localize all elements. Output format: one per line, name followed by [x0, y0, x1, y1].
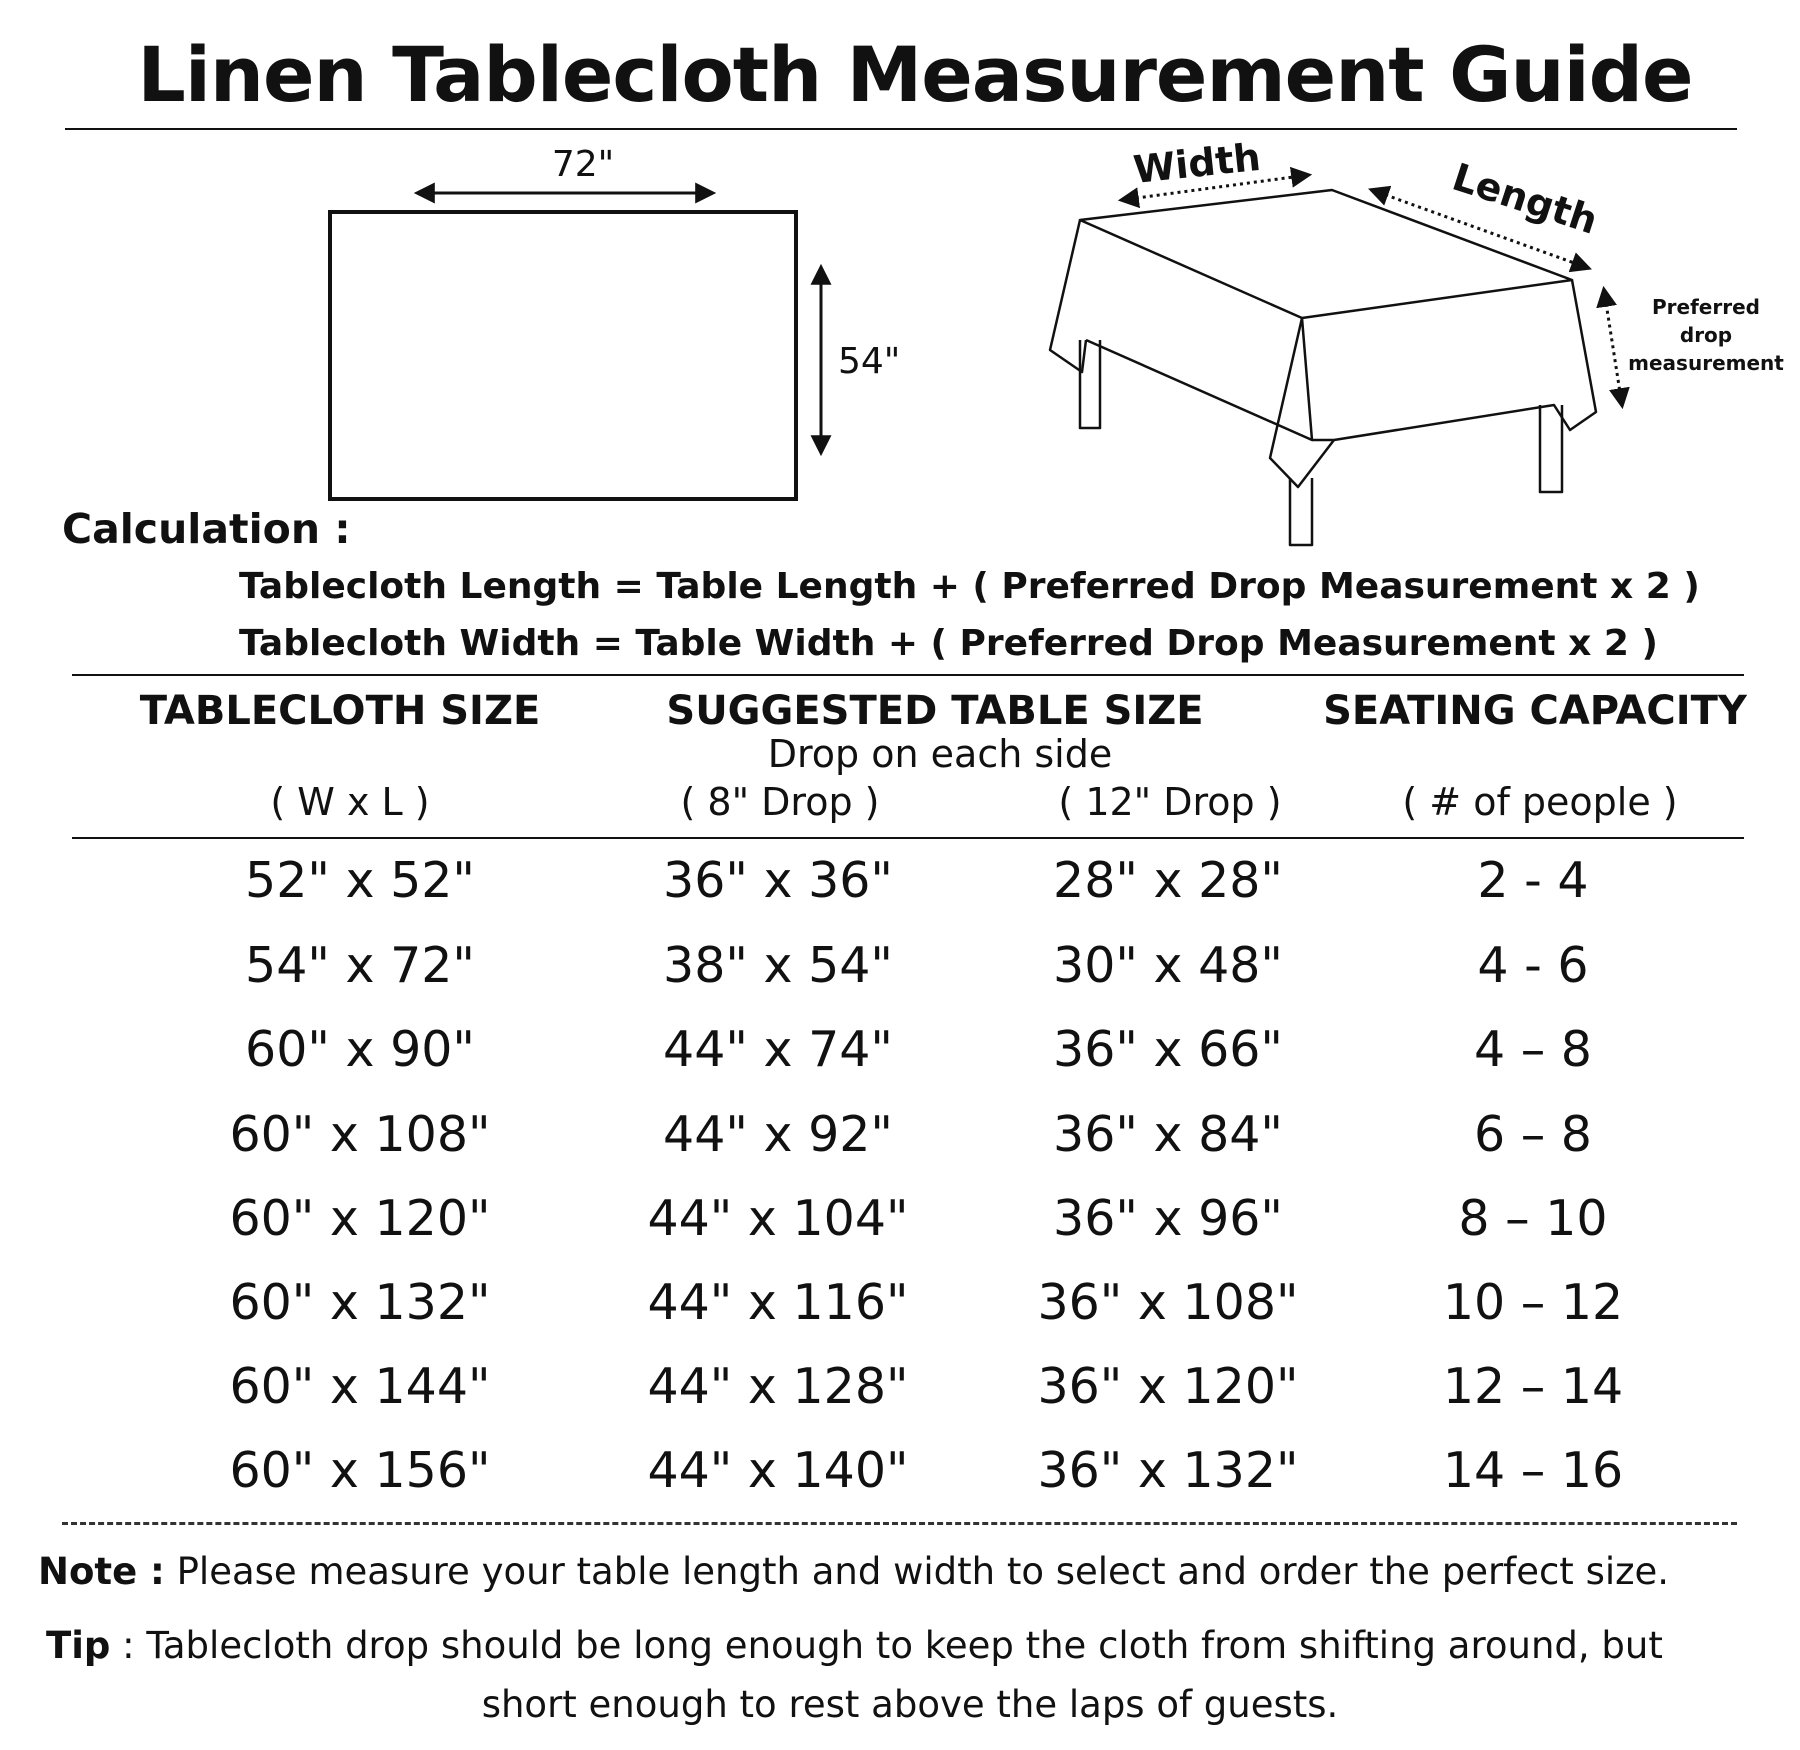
- width-label: Width: [1131, 134, 1263, 192]
- header-seating-capacity: SEATING CAPACITY: [1323, 688, 1747, 734]
- table-leg-left: [1080, 340, 1100, 428]
- row-table-size-12in-drop: 36" x 84": [1053, 1106, 1283, 1163]
- dashed-divider: [62, 1522, 1737, 1525]
- tip-line-2: short enough to rest above the laps of guests.: [481, 1683, 1339, 1726]
- row-table-size-12in-drop: 36" x 120": [1037, 1358, 1299, 1415]
- calculation-heading: Calculation :: [62, 505, 351, 553]
- header-drop-caption: Drop on each side: [767, 732, 1113, 776]
- header-drop-12: ( 12" Drop ): [1058, 780, 1282, 824]
- row-table-size-8in-drop: 44" x 74": [663, 1021, 893, 1078]
- tip-text: : Tablecloth drop should be long enough to keep the cloth from shifting around, but: [110, 1624, 1663, 1667]
- flat-width-label: 72": [551, 144, 615, 185]
- drop-label-line-3: measurement: [1628, 351, 1784, 375]
- row-table-size-8in-drop: 44" x 92": [663, 1106, 893, 1163]
- row-seating-capacity: 6 – 8: [1473, 1106, 1592, 1163]
- page-title: Linen Tablecloth Measurement Guide: [137, 30, 1693, 119]
- drop-label-line-1: Preferred: [1652, 295, 1760, 319]
- row-table-size-12in-drop: 36" x 132": [1037, 1442, 1299, 1499]
- row-tablecloth-size: 60" x 90": [245, 1021, 475, 1078]
- header-suggested-table-size: SUGGESTED TABLE SIZE: [666, 688, 1204, 734]
- row-tablecloth-size: 60" x 144": [229, 1358, 491, 1415]
- header-divider: [72, 837, 1744, 839]
- drop-label-line-2: drop: [1679, 323, 1733, 347]
- row-table-size-12in-drop: 36" x 96": [1053, 1190, 1283, 1247]
- row-tablecloth-size: 60" x 132": [229, 1274, 491, 1331]
- row-seating-capacity: 14 – 16: [1442, 1442, 1624, 1499]
- formula-length: Tablecloth Length = Table Length + ( Preferred Drop Measurement x 2 ): [239, 566, 1700, 607]
- header-wxl: ( W x L ): [270, 780, 430, 824]
- row-table-size-12in-drop: 36" x 108": [1037, 1274, 1299, 1331]
- row-table-size-12in-drop: 28" x 28": [1053, 852, 1283, 909]
- flat-height-label: 54": [838, 341, 901, 382]
- row-table-size-8in-drop: 44" x 140": [647, 1442, 909, 1499]
- row-seating-capacity: 10 – 12: [1442, 1274, 1624, 1331]
- header-people: ( # of people ): [1402, 780, 1678, 824]
- row-table-size-8in-drop: 44" x 104": [647, 1190, 909, 1247]
- calc-divider: [72, 674, 1744, 676]
- length-label: Length: [1447, 154, 1603, 243]
- header-drop-8: ( 8" Drop ): [680, 780, 880, 824]
- drop-dim-arrow: [1604, 290, 1622, 405]
- note-label: Note :: [38, 1550, 165, 1593]
- row-seating-capacity: 12 – 14: [1442, 1358, 1624, 1415]
- table-illustration: [1050, 190, 1596, 545]
- drape-front: [1270, 318, 1334, 487]
- row-seating-capacity: 4 - 6: [1477, 937, 1589, 994]
- table-leg-front: [1290, 478, 1312, 545]
- measurement-diagram: [0, 0, 1800, 560]
- row-seating-capacity: 2 - 4: [1477, 852, 1589, 909]
- row-table-size-12in-drop: 36" x 66": [1053, 1021, 1283, 1078]
- formula-width: Tablecloth Width = Table Width + ( Preferred Drop Measurement x 2 ): [239, 623, 1658, 664]
- row-tablecloth-size: 60" x 108": [229, 1106, 491, 1163]
- table-leg-right: [1540, 405, 1562, 492]
- row-seating-capacity: 8 – 10: [1458, 1190, 1608, 1247]
- row-seating-capacity: 4 – 8: [1473, 1021, 1592, 1078]
- note-line: [38, 1550, 1669, 1593]
- flat-tablecloth-rect: [330, 212, 796, 499]
- row-table-size-8in-drop: 38" x 54": [663, 937, 893, 994]
- row-table-size-8in-drop: 36" x 36": [663, 852, 893, 909]
- row-table-size-8in-drop: 44" x 116": [647, 1274, 909, 1331]
- drape-right: [1334, 280, 1596, 440]
- row-tablecloth-size: 60" x 156": [229, 1442, 491, 1499]
- row-tablecloth-size: 60" x 120": [229, 1190, 491, 1247]
- row-tablecloth-size: 54" x 72": [245, 937, 475, 994]
- row-tablecloth-size: 52" x 52": [245, 852, 475, 909]
- tip-line: [46, 1624, 1663, 1667]
- row-table-size-8in-drop: 44" x 128": [647, 1358, 909, 1415]
- tip-label: Tip: [46, 1624, 111, 1667]
- header-tablecloth-size: TABLECLOTH SIZE: [139, 688, 541, 734]
- note-text: Please measure your table length and width to select and order the perfect size.: [164, 1550, 1670, 1593]
- row-table-size-12in-drop: 30" x 48": [1053, 937, 1283, 994]
